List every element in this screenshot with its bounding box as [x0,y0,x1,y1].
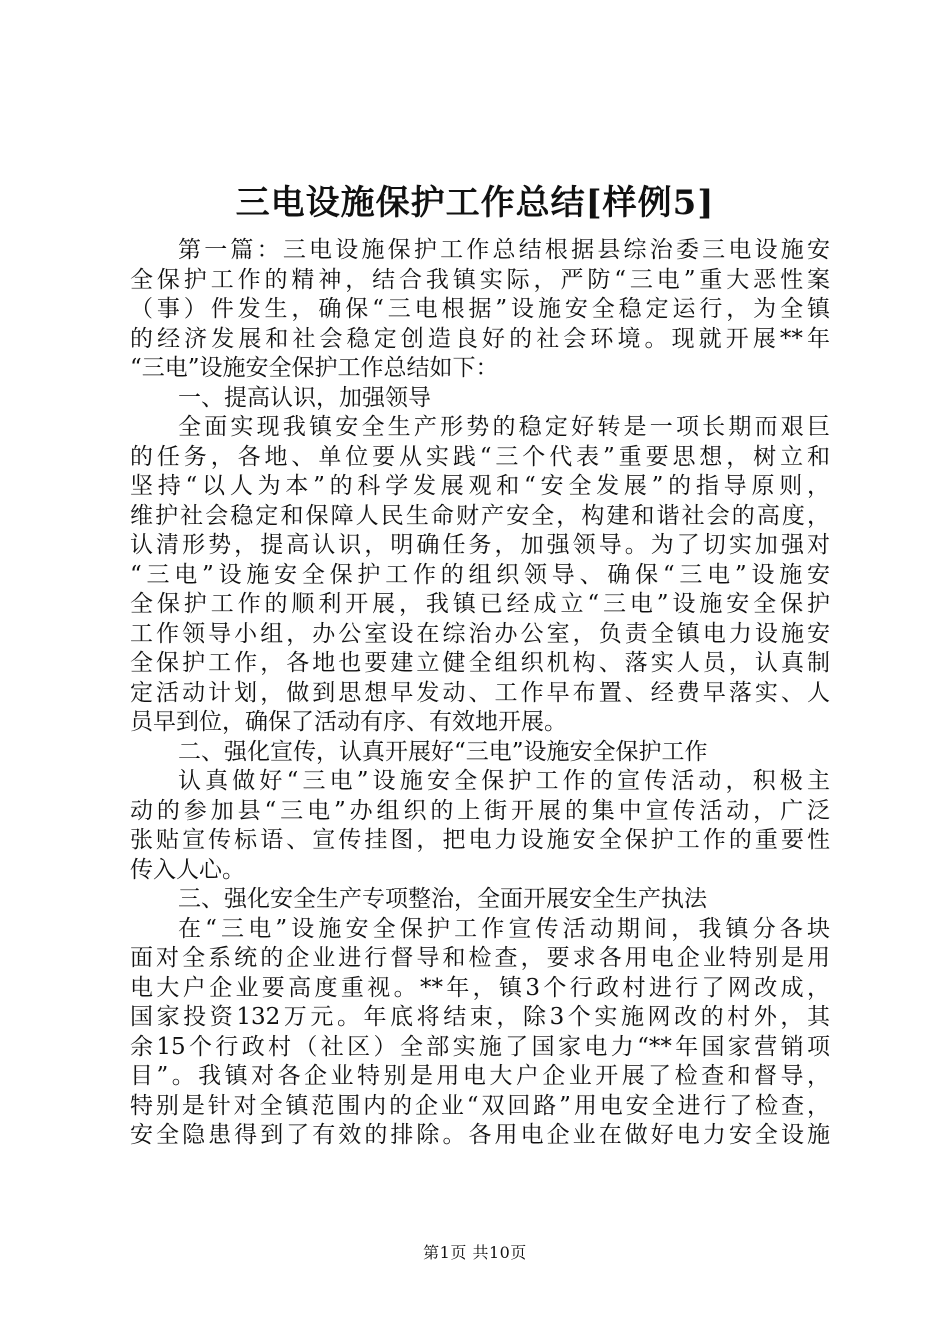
body-line: 认真做好“三电”设施安全保护工作的宣传活动，积极主 [178,768,830,794]
body-line: 坚持“以人为本”的科学发展观和“安全发展”的指导原则， [130,473,830,499]
body-line: 员早到位，确保了活动有序、有效地开展。 [130,709,567,735]
body-line: 目”。我镇对各企业特别是用电大户企业开展了检查和督导， [130,1063,830,1089]
body-line: 特别是针对全镇范围内的企业“双回路”用电安全进行了检查， [130,1092,830,1119]
body-line: “三电”设施安全保护工作总结如下： [130,355,499,381]
body-line: 的经济发展和社会稳定创造良好的社会环境。现就开展**年 [130,325,830,352]
body-line: 国家投资132万元。年底将结束，除3个实施网改的村外，其 [130,1004,830,1030]
body-line: 的任务，各地、单位要从实践“三个代表”重要思想，树立和 [130,443,830,470]
body-line: 传入人心。 [130,856,245,883]
body-line: 全面实现我镇安全生产形势的稳定好转是一项长期而艰巨 [178,414,830,440]
body-line: 全保护工作的精神，结合我镇实际，严防“三电”重大恶性案 [130,266,830,293]
body-line: 全保护工作，各地也要建立健全组织机构、落实人员，认真制 [130,650,830,676]
body-line: 定活动计划，做到思想早发动、工作早布置、经费早落实、人 [130,679,830,706]
body-line: 一、提高认识，加强领导 [178,384,431,411]
body-line: 第一篇：三电设施保护工作总结根据县综治委三电设施安 [178,237,830,263]
body-line: 在“三电”设施安全保护工作宣传活动期间，我镇分各块 [178,915,830,942]
body-line: 安全隐患得到了有效的排除。各用电企业在做好电力安全设施 [130,1122,830,1148]
document-body [130,236,830,1151]
body-line: 二、强化宣传，认真开展好“三电”设施安全保护工作 [178,738,708,765]
body-line: 工作领导小组，办公室设在综治办公室，负责全镇电力设施安 [130,620,830,647]
body-line: 面对全系统的企业进行督导和检查，要求各用电企业特别是用 [130,945,830,971]
body-line: 余15个行政村（社区）全部实施了国家电力“**年国家营销项 [130,1033,830,1060]
page-footer: 第1页 共10页 [423,1243,527,1262]
body-line: 动的参加县“三电”办组织的上街开展的集中宣传活动，广泛 [130,797,830,824]
body-line: “三电”设施安全保护工作的组织领导、确保“三电”设施安 [130,561,830,588]
body-line: 张贴宣传标语、宣传挂图，把电力设施安全保护工作的重要性 [130,827,830,853]
body-line: 全保护工作的顺利开展，我镇已经成立“三电”设施安全保护 [130,591,830,617]
document-title: 三电设施保护工作总结[样例5] [235,183,715,223]
body-line: 认清形势，提高认识，明确任务，加强领导。为了切实加强对 [130,532,830,558]
body-line: 电大户企业要高度重视。**年，镇3个行政村进行了网改成， [130,974,830,1001]
body-line: 三、强化安全生产专项整治，全面开展安全生产执法 [178,886,707,912]
body-line: （事）件发生，确保“三电根据”设施安全稳定运行，为全镇 [130,296,830,322]
body-line: 维护社会稳定和保障人民生命财产安全，构建和谐社会的高度， [130,502,830,529]
